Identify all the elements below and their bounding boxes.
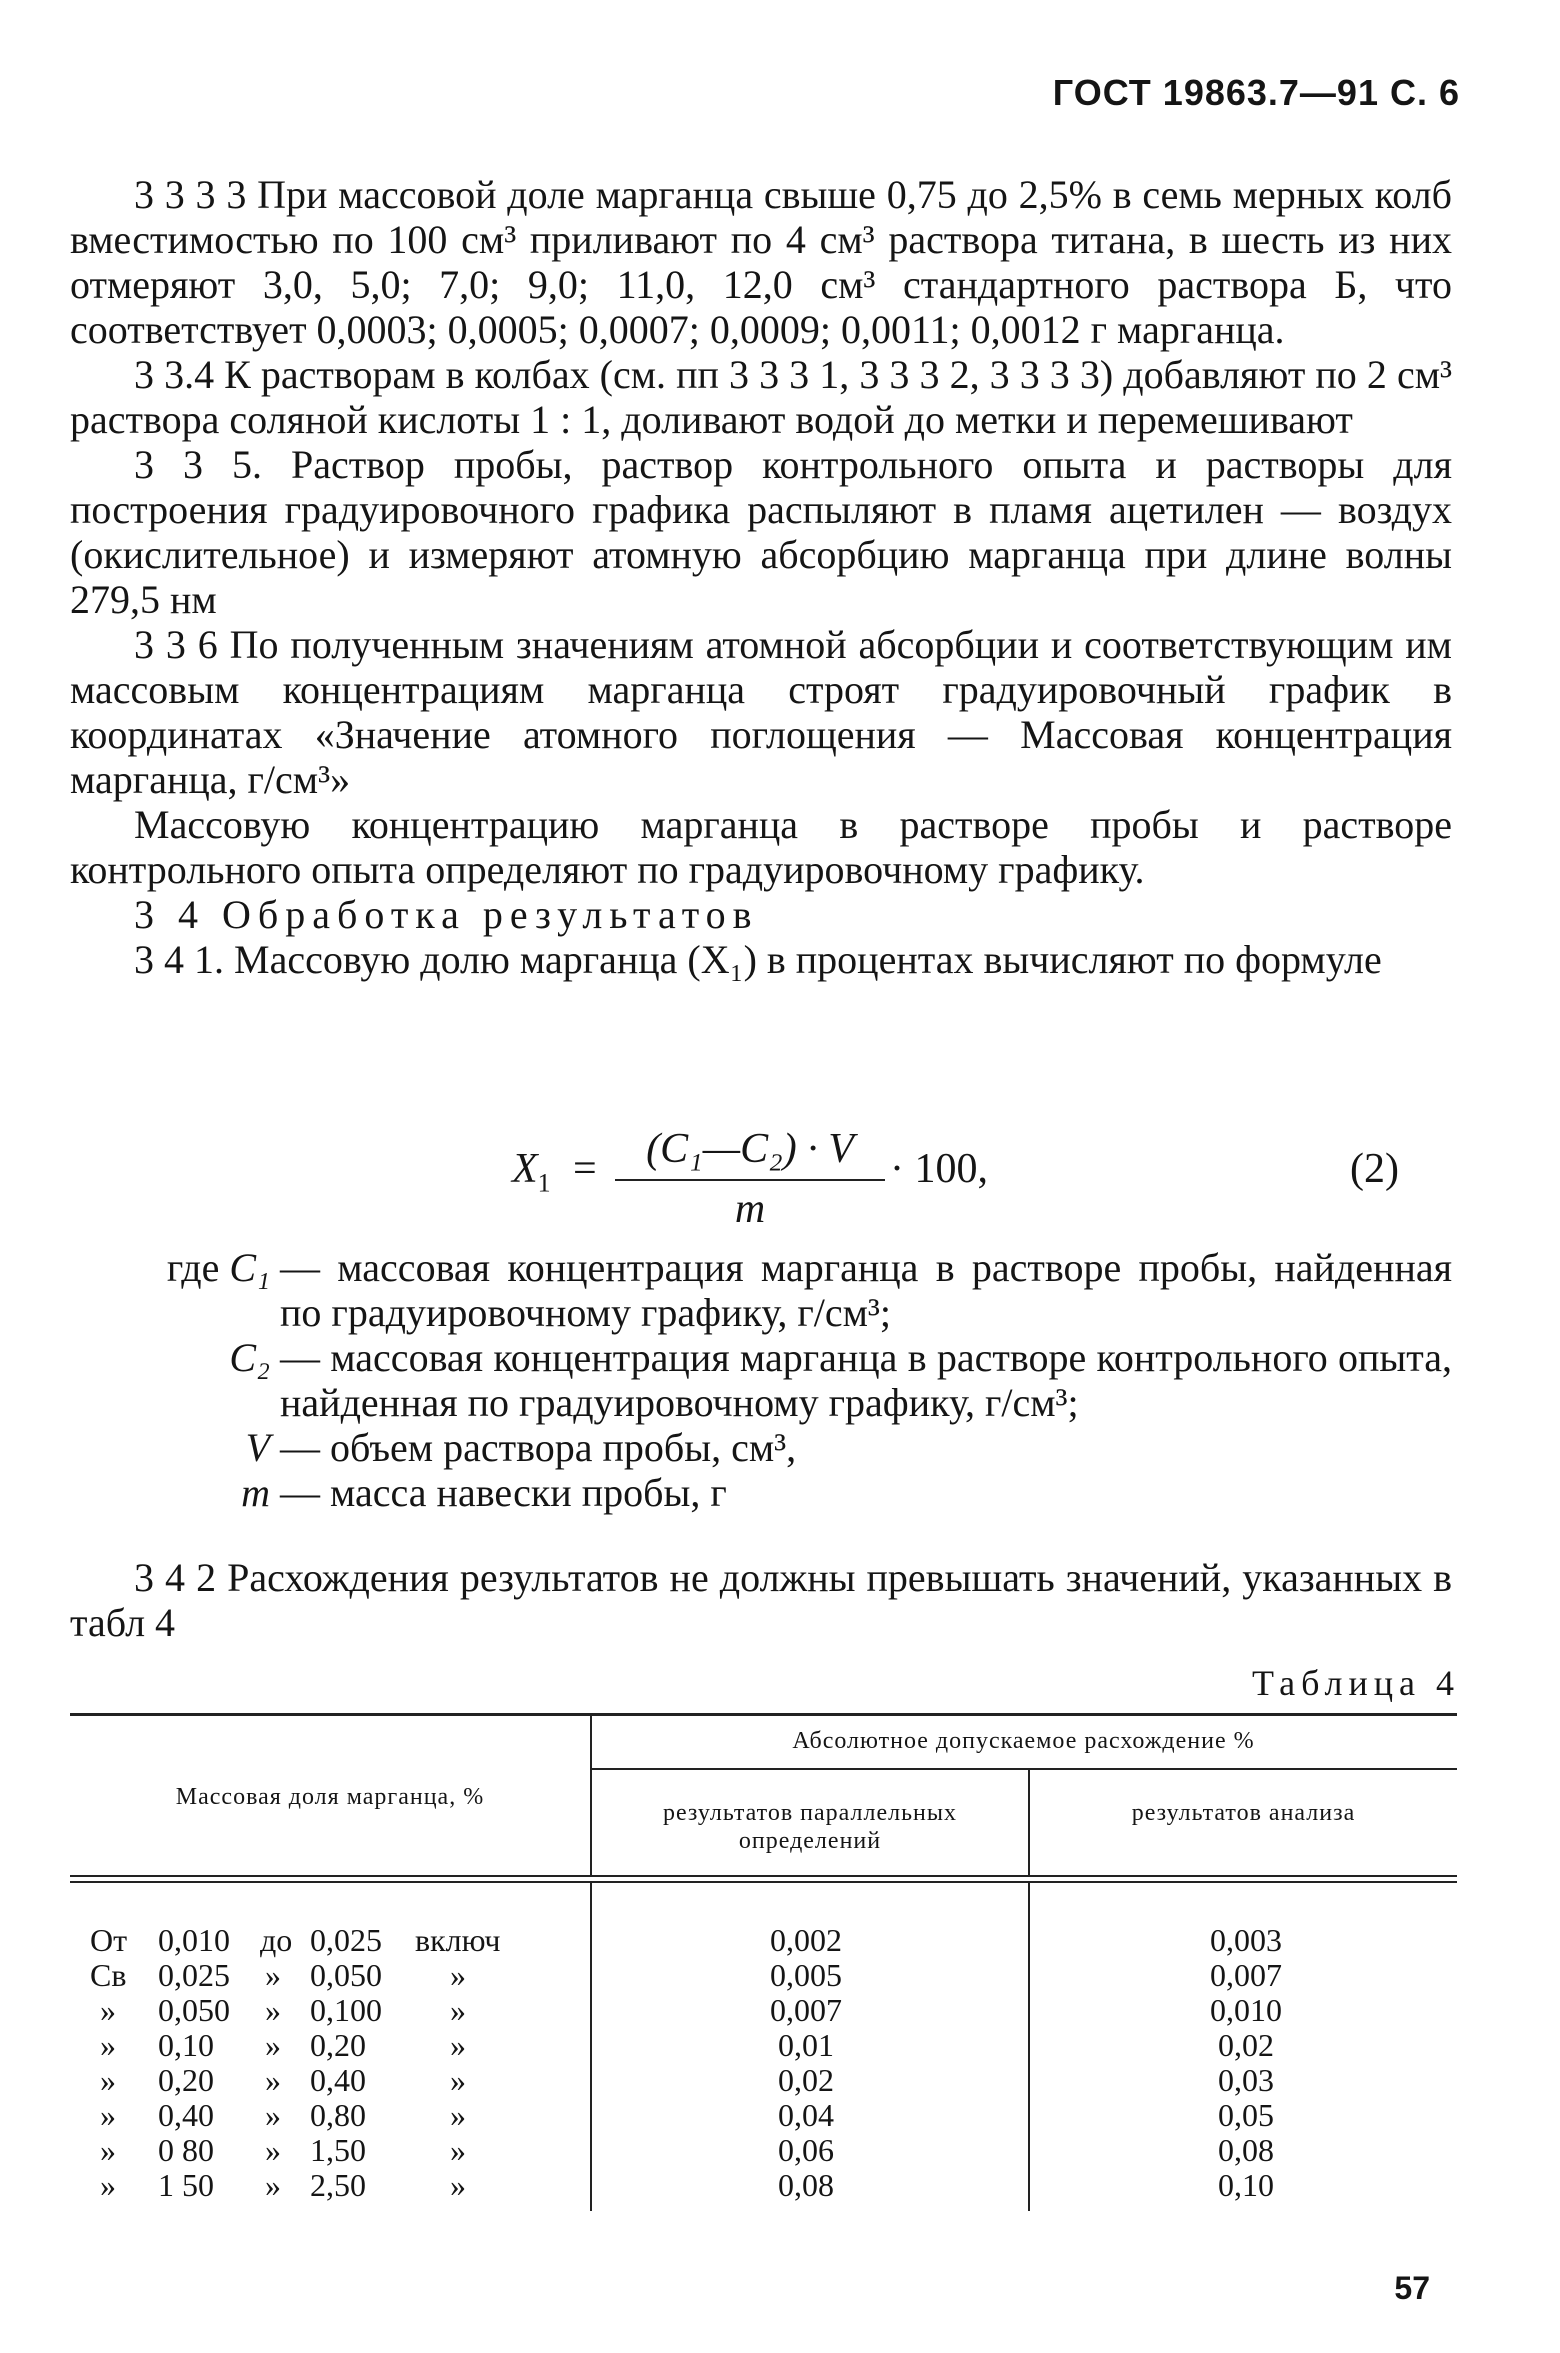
cell-parallel: 0,005	[770, 1957, 842, 1993]
table-header-rule-2	[70, 1881, 1457, 1883]
table-caption: Таблица 4	[1252, 1663, 1460, 1703]
formula-multiplier: · 100,	[890, 1146, 988, 1192]
cell-to: 0,100	[310, 1992, 382, 2028]
cell-parallel: 0,01	[778, 2027, 834, 2063]
cell-to-word: до	[260, 1922, 293, 1958]
cell-parallel: 0,08	[778, 2167, 834, 2203]
cell-analysis: 0,10	[1218, 2167, 1274, 2203]
cell-to-word: »	[265, 2062, 281, 2098]
formula-numerator: (C₁—C₂) · V	[646, 1126, 854, 1172]
after-text	[70, 1555, 1452, 1645]
cell-prefix: Св	[90, 1957, 127, 1993]
cell-from: 0,025	[158, 1957, 230, 1993]
cell-from: 0,40	[158, 2097, 214, 2133]
body-text	[70, 172, 1452, 982]
table-row	[70, 1958, 1457, 1993]
cell-to: 0,80	[310, 2097, 366, 2133]
cell-prefix: »	[100, 2097, 116, 2133]
where-definitions	[70, 1245, 1452, 1515]
formula-equals: =	[573, 1146, 597, 1192]
cell-suffix: »	[450, 2132, 466, 2168]
cell-to: 2,50	[310, 2167, 366, 2203]
column-header-mass-fraction: Массовая доля марганца, %	[175, 1784, 485, 1810]
cell-suffix: »	[450, 2167, 466, 2203]
where-symbol: где C₁	[166, 1245, 270, 1290]
cell-from: 1 50	[158, 2167, 214, 2203]
where-item	[70, 1245, 1452, 1335]
cell-from: 0,010	[158, 1922, 230, 1958]
cell-parallel: 0,06	[778, 2132, 834, 2168]
table-row	[70, 2063, 1457, 2098]
formula-2	[0, 1125, 1560, 1245]
cell-to: 0,20	[310, 2027, 366, 2063]
cell-prefix: »	[100, 1992, 116, 2028]
cell-from: 0,050	[158, 1992, 230, 2028]
where-description: — массовая концентрация марганца в растворе пробы, найденная по градуировочному графику, г/см³;	[280, 1245, 1452, 1335]
where-symbol: C₂	[229, 1335, 270, 1380]
cell-from: 0,20	[158, 2062, 214, 2098]
where-item	[70, 1335, 1452, 1425]
cell-suffix: »	[450, 2062, 466, 2098]
cell-to-word: »	[265, 2167, 281, 2203]
paragraph-342: 3 4 2 Расхождения результатов не должны превышать значений, указанных в табл 4	[70, 1555, 1452, 1645]
cell-parallel: 0,02	[778, 2062, 834, 2098]
cell-to: 1,50	[310, 2132, 366, 2168]
page-number: 57	[1394, 2270, 1430, 2306]
paragraph-341: 3 4 1. Массовую долю марганца (X₁) в процентах вычисляют по формуле	[134, 937, 1382, 982]
table-row	[70, 2168, 1457, 2203]
table-4	[70, 1713, 1457, 2213]
formula-fraction	[615, 1125, 885, 1233]
formula-denominator: m	[734, 1186, 766, 1232]
cell-prefix: »	[100, 2132, 116, 2168]
cell-prefix: »	[100, 2167, 116, 2203]
formula-lhs: $X_1$	[512, 1146, 551, 1198]
where-symbol: m	[241, 1470, 270, 1515]
where-item	[70, 1470, 1452, 1515]
column-header-analysis: результатов анализа	[1131, 1800, 1356, 1826]
cell-to: 0,025	[310, 1922, 382, 1958]
cell-to-word: »	[265, 1957, 281, 1993]
where-symbol: V	[245, 1425, 270, 1470]
cell-analysis: 0,007	[1210, 1957, 1282, 1993]
cell-prefix: От	[90, 1922, 128, 1958]
cell-analysis: 0,08	[1218, 2132, 1274, 2168]
cell-to-word: »	[265, 1992, 281, 2028]
column-group-header: Абсолютное допускаемое расхождение %	[792, 1728, 1255, 1754]
table-row	[70, 2133, 1457, 2168]
paragraph-3333: 3 3 3 3 При массовой доле марганца свыше 0,75 до 2,5% в семь мерных колб вместимостью по 100 см³ приливают по 4 см³ раствора титана, в шесть из них отмеряют 3,0, 5,0; 7,0; 9,0; 11,0, 12,0 см³ стандартного раствора Б, что соответствует 0,0003; 0,0005; 0,0007; 0,0009; 0,0011; 0,0012 г марганца.	[70, 172, 1452, 352]
section-heading-34: 3 4 Обработка результатов	[134, 892, 759, 937]
column-header-parallel: результатов параллельных определений	[662, 1800, 958, 1854]
cell-suffix: »	[450, 2027, 466, 2063]
cell-analysis: 0,03	[1218, 2062, 1274, 2098]
cell-to-word: »	[265, 2027, 281, 2063]
table-row	[70, 1923, 1457, 1958]
where-description: — масса навески пробы, г	[280, 1470, 727, 1515]
where-item	[70, 1425, 1452, 1470]
cell-from: 0,10	[158, 2027, 214, 2063]
table-top-rule	[70, 1713, 1457, 1716]
page-header: ГОСТ 19863.7—91 С. 6	[1052, 72, 1460, 113]
cell-to: 0,40	[310, 2062, 366, 2098]
where-description: — объем раствора пробы, см³,	[280, 1425, 797, 1470]
cell-prefix: »	[100, 2062, 116, 2098]
paragraph-334: 3 3.4 К растворам в колбах (см. пп 3 3 3 1, 3 3 3 2, 3 3 3 3) добавляют по 2 см³ раствора соляной кислоты 1 : 1, доливают водой до метки и перемешивают	[70, 352, 1452, 442]
paragraph-335: 3 3 5. Раствор пробы, раствор контрольного опыта и растворы для построения градуировочного графика распыляют в пламя ацетилен — воздух (окислительное) и измеряют атомную абсорбцию марганца при длине волны 279,5 нм	[70, 442, 1452, 622]
table-header-rule-1	[70, 1875, 1457, 1877]
cell-analysis: 0,02	[1218, 2027, 1274, 2063]
cell-to-word: »	[265, 2097, 281, 2133]
cell-from: 0 80	[158, 2132, 214, 2168]
cell-suffix: »	[450, 2097, 466, 2133]
cell-prefix: »	[100, 2027, 116, 2063]
paragraph-336: 3 3 6 По полученным значениям атомной абсорбции и соответствующим им массовым концентрациям марганца строят градуировочный график в координатах «Значение атомного поглощения — Массовая концентрация марганца, г/см³»	[70, 622, 1452, 802]
cell-parallel: 0,007	[770, 1992, 842, 2028]
table-row	[70, 1993, 1457, 2028]
table-row	[70, 2028, 1457, 2063]
table-group-rule	[590, 1768, 1457, 1770]
cell-parallel: 0,002	[770, 1922, 842, 1958]
cell-suffix: »	[450, 1957, 466, 1993]
cell-analysis: 0,003	[1210, 1922, 1282, 1958]
formula-number: (2)	[1350, 1146, 1399, 1192]
cell-suffix: »	[450, 1992, 466, 2028]
cell-to-word: »	[265, 2132, 281, 2168]
cell-analysis: 0,010	[1210, 1992, 1282, 2028]
cell-analysis: 0,05	[1218, 2097, 1274, 2133]
cell-to: 0,050	[310, 1957, 382, 1993]
cell-suffix: включ	[415, 1922, 501, 1958]
table-row	[70, 2098, 1457, 2133]
cell-parallel: 0,04	[778, 2097, 834, 2133]
where-description: — массовая концентрация марганца в растворе контрольного опыта, найденная по градуировочному графику, г/см³;	[280, 1335, 1452, 1425]
paragraph-336b: Массовую концентрацию марганца в растворе пробы и растворе контрольного опыта определяют по градуировочному графику.	[70, 802, 1452, 892]
